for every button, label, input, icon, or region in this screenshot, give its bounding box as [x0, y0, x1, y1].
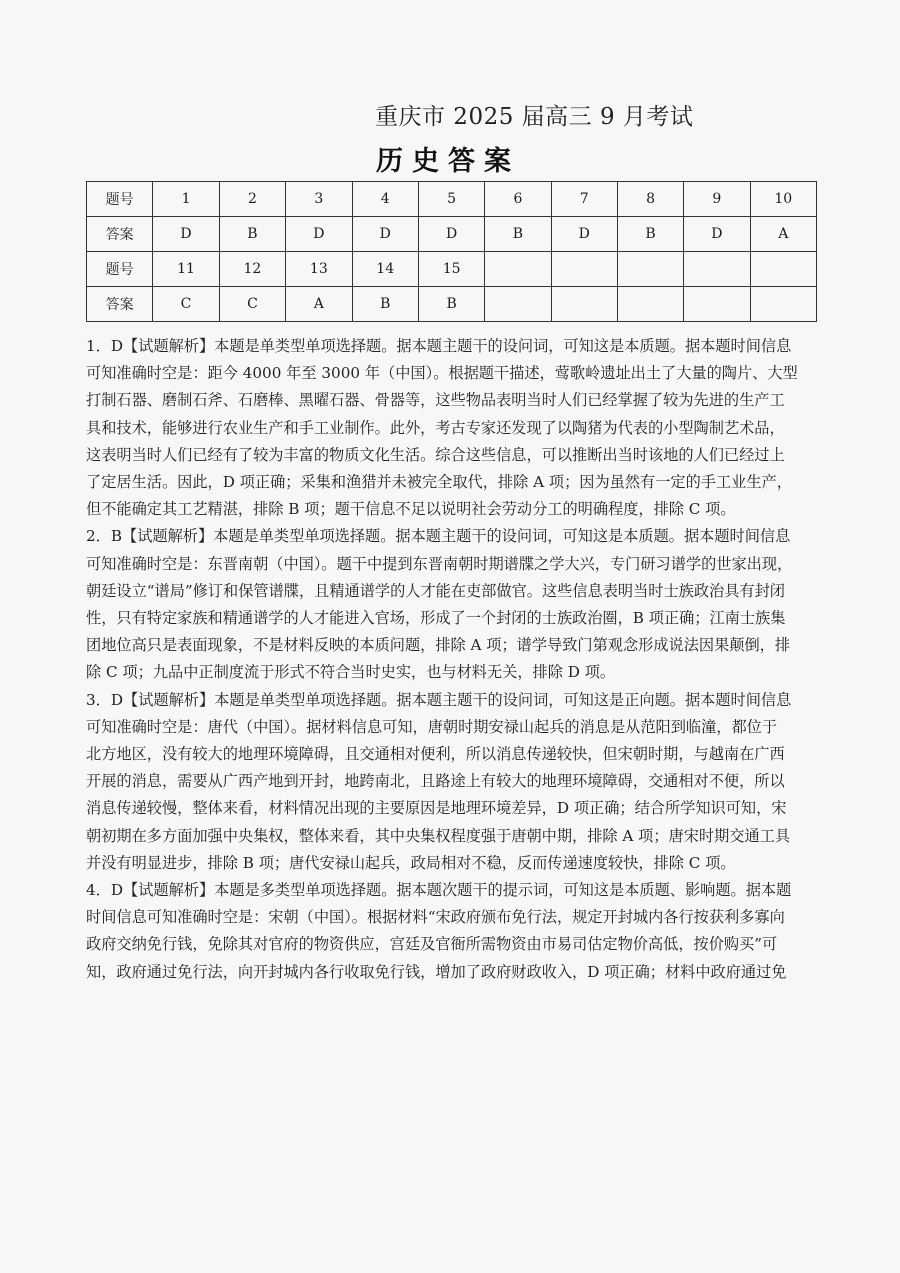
- answer-cell: C: [219, 287, 285, 322]
- question-number-cell: 13: [286, 252, 352, 287]
- question-number-cell: 5: [418, 182, 484, 217]
- table-row: [87, 217, 817, 252]
- text-line: 可知准确时空是：东晋南朝（中国）。题干中提到东晋南朝时期谱牒之学大兴，专门研习谱学的世家出现，: [86, 554, 793, 573]
- text-line: 可知准确时空是：距今 4000 年至 3000 年（中国）。根据题干描述，莺歌岭遗址出土了大量的陶片、大型: [86, 364, 798, 383]
- explanation-paragraph: [86, 687, 822, 877]
- answer-cell: B: [219, 217, 285, 252]
- row-label: 题号: [87, 252, 153, 287]
- table-row: [87, 252, 817, 287]
- answer-cell: A: [750, 217, 816, 252]
- answer-cell: B: [418, 287, 484, 322]
- row-label: 题号: [87, 182, 153, 217]
- row-label: 答案: [87, 287, 153, 322]
- answer-cell: A: [286, 287, 352, 322]
- question-number-cell: 6: [485, 182, 551, 217]
- answer-cell: [551, 287, 617, 322]
- answer-cell: B: [617, 217, 683, 252]
- answer-cell: [750, 287, 816, 322]
- text-line: 并没有明显进步，排除 B 项；唐代安禄山起兵，政局相对不稳，反而传递速度较快，排除 C 项。: [86, 853, 736, 872]
- answer-cell: B: [485, 217, 551, 252]
- explanation-paragraph: [86, 877, 822, 986]
- question-number-cell: 7: [551, 182, 617, 217]
- question-number-cell: [684, 252, 750, 287]
- text-line: 朝廷设立“谱局”修订和保管谱牒，且精通谱学的人才能在吏部做官。这些信息表明当时士族政治具有封闭: [86, 581, 785, 600]
- answer-cell: D: [551, 217, 617, 252]
- text-line: 具和技术，能够进行农业生产和手工业制作。此外，考古专家还发现了以陶猪为代表的小型陶制艺术品，: [86, 418, 785, 437]
- question-number-cell: 10: [750, 182, 816, 217]
- table-row: [87, 287, 817, 322]
- question-number-cell: [750, 252, 816, 287]
- question-number-cell: 2: [219, 182, 285, 217]
- question-number-cell: 4: [352, 182, 418, 217]
- text-line: 可知准确时空是：唐代（中国）。据材料信息可知，唐朝时期安禄山起兵的消息是从范阳到临潼，都位于: [86, 717, 778, 736]
- text-line: 时间信息可知准确时空是：宋朝（中国）。根据材料“宋政府颁布免行法，规定开封城内各行按获利多寡向: [86, 908, 785, 927]
- question-number-cell: 8: [617, 182, 683, 217]
- question-number-cell: 9: [684, 182, 750, 217]
- exam-title: 重庆市 2025 届高三 9 月考试: [375, 104, 694, 130]
- question-number-cell: 3: [286, 182, 352, 217]
- text-line: 这表明当时人们已经有了较为丰富的物质文化生活。综合这些信息，可以推断出当时该地的人们已经过上: [86, 445, 785, 464]
- explanation-paragraph: [86, 523, 822, 686]
- explanation-paragraph: [86, 333, 822, 523]
- answer-cell: D: [684, 217, 750, 252]
- question-number-cell: 14: [352, 252, 418, 287]
- answer-cell: D: [418, 217, 484, 252]
- text-line: 1．D【试题解析】本题是单类型单项选择题。据本题主题干的设问词，可知这是本质题。据本题时间信息: [86, 337, 792, 355]
- text-line: 朝初期在多方面加强中央集权，整体来看，其中央集权程度强于唐朝中期，排除 A 项；唐宋时期交通工具: [86, 826, 791, 845]
- text-line: 2．B【试题解析】本题是单类型单项选择题。据本题主题干的设问词，可知这是本质题。据本题时间信息: [86, 527, 791, 546]
- answer-cell: [617, 287, 683, 322]
- text-line: 开展的消息，需要从广西产地到开封，地跨南北，且路途上有较大的地理环境障碍，交通相对不便，所以: [86, 772, 785, 791]
- explanations: [86, 333, 822, 986]
- text-line: 政府交纳免行钱，免除其对官府的物资供应，宫廷及官衙所需物资由市易司估定物价高低，按价购买”可: [86, 935, 778, 954]
- question-number-cell: 15: [418, 252, 484, 287]
- answer-table: [86, 181, 817, 322]
- text-line: 北方地区，没有较大的地理环境障碍，且交通相对便利，所以消息传递较快，但宋朝时期，与越南在广西: [86, 745, 785, 764]
- answer-cell: D: [352, 217, 418, 252]
- row-label: 答案: [87, 217, 153, 252]
- text-line: 除 C 项；九品中正制度流于形式不符合当时史实，也与材料无关，排除 D 项。: [86, 663, 616, 682]
- answer-cell: C: [153, 287, 219, 322]
- answer-cell: B: [352, 287, 418, 322]
- text-line: 4．D【试题解析】本题是多类型单项选择题。据本题次题干的提示词，可知这是本质题、影响题。据本题: [86, 881, 792, 900]
- question-number-cell: 1: [153, 182, 219, 217]
- text-line: 了定居生活。因此，D 项正确；采集和渔猎并未被完全取代，排除 A 项；因为虽然有一定的手工业生产，: [86, 473, 792, 492]
- document-subtitle: 历史答案: [376, 146, 520, 177]
- question-number-cell: 12: [219, 252, 285, 287]
- text-line: 消息传递较慢，整体来看，材料情况出现的主要原因是地理环境差异，D 项正确；结合所学知识可知，宋: [86, 799, 787, 818]
- text-line: 性，只有特定家族和精通谱学的人才能进入官场，形成了一个封闭的士族政治圈，B 项正确；江南士族集: [86, 609, 786, 628]
- answer-cell: D: [286, 217, 352, 252]
- text-line: 知，政府通过免行法，向开封城内各行收取免行钱，增加了政府财政收入，D 项正确；材料中政府通过免: [86, 962, 787, 981]
- question-number-cell: [551, 252, 617, 287]
- text-line: 打制石器、磨制石斧、石磨棒、黑曜石器、骨器等，这些物品表明当时人们已经掌握了较为先进的生产工: [86, 391, 785, 410]
- question-number-cell: [617, 252, 683, 287]
- answer-cell: [684, 287, 750, 322]
- answer-cell: [485, 287, 551, 322]
- text-line: 3．D【试题解析】本题是单类型单项选择题。据本题主题干的设问词，可知这是正向题。据本题时间信息: [86, 690, 792, 709]
- answer-cell: D: [153, 217, 219, 252]
- question-number-cell: [485, 252, 551, 287]
- question-number-cell: 11: [153, 252, 219, 287]
- table-row: [87, 182, 817, 217]
- text-line: 团地位高只是表面现象，不是材料反映的本质问题，排除 A 项；谱学导致门第观念形成说法因果颠倒，排: [86, 636, 791, 655]
- text-line: 但不能确定其工艺精湛，排除 B 项；题干信息不足以说明社会劳动分工的明确程度，排除 C 项。: [86, 500, 736, 519]
